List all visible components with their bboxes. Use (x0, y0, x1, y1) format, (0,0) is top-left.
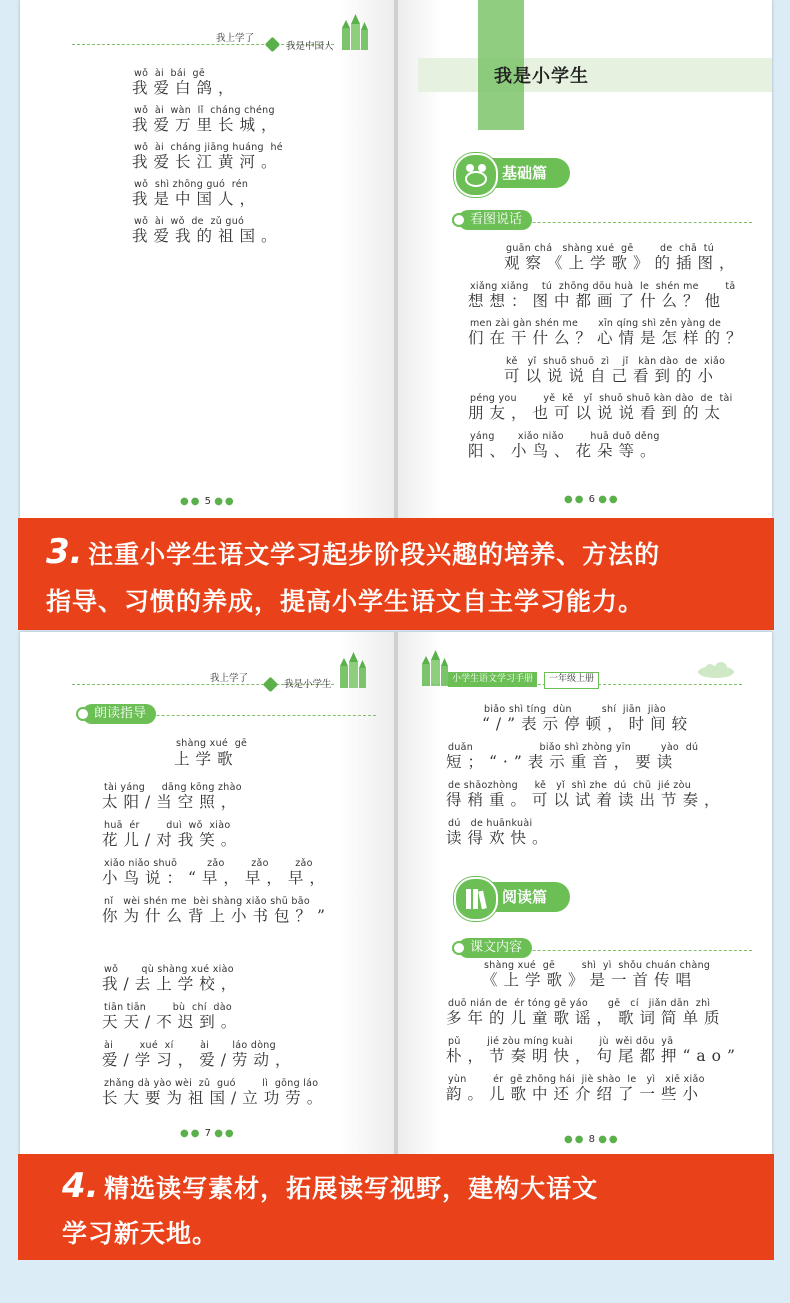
book-spread-top (20, 0, 772, 518)
pinyin-line: tiān tiān bù chí dào (104, 1002, 232, 1013)
pinyin-line: pǔ jié zòu míng kuài jù wěi dōu yā (448, 1036, 674, 1047)
text-line: 太阳/当空照， (102, 793, 243, 811)
pinyin-line: xiǎng xiǎng tú zhōng dōu huà le shén me tā (470, 280, 736, 292)
pinyin-line: wǒ ài cháng jiāng huáng hé (134, 142, 283, 153)
header-label-a: 我上学了 (216, 33, 255, 44)
text-line: 小鸟说：“早，早，早， (102, 869, 331, 887)
cloud-icon (696, 662, 736, 678)
text-line: 短；“·”表示重音，要读 (446, 753, 679, 771)
pinyin-line: nǐ wèi shén me bèi shàng xiǎo shū bāo (104, 896, 310, 907)
text-line: 我爱我的祖国。 (132, 227, 283, 245)
text-line: 我爱白鸽， (132, 79, 240, 97)
pinyin-line: kě yǐ shuō shuō zì jǐ kàn dào de xiǎo (506, 355, 726, 367)
poem-title: 上学歌 (174, 750, 239, 768)
header-book-title: 小学生语文学习手册 (448, 672, 537, 687)
header-label-a: 我上学了 (210, 673, 249, 684)
text-line: 韵。儿歌中还介绍了一些小 (446, 1085, 705, 1103)
header-grade: 一年级上册 (544, 672, 599, 689)
pinyin-line: shàng xué gē shì yì shǒu chuán chàng (484, 960, 711, 971)
page-number: ●● 8 ●● (564, 1134, 620, 1145)
page-number-value: 5 (204, 496, 212, 507)
text-line: 我是中国人， (132, 190, 262, 208)
page-number: ●● 7 ●● (180, 1128, 236, 1139)
banner-line-2: 学习新天地。 (62, 1219, 219, 1248)
text-line: 朴，节奏明快，句尾都押“ao” (446, 1047, 741, 1065)
pinyin-line: biǎo shì tíng dùn shí jiān jiào (484, 704, 666, 715)
page-number-value: 6 (588, 494, 596, 505)
poem-title-pinyin: shàng xué gē (176, 738, 248, 749)
book-fold (394, 632, 398, 1154)
pinyin-line: péng you yě kě yǐ shuō shuō kàn dào de tài (470, 393, 733, 404)
text-line: 可以说说自己看到的小 (504, 366, 720, 385)
tag-text-content: 课文内容 (458, 938, 532, 958)
castle-icon (420, 650, 450, 686)
text-line: 《上学歌》是一首传唱 (482, 971, 698, 989)
pinyin-line: wǒ qù shàng xué xiào (104, 964, 234, 975)
pinyin-line: yùn ér gē zhōng hái jiè shào le yì xiē xiǎo (448, 1074, 705, 1085)
books-icon (454, 877, 498, 921)
pinyin-line: xiǎo niǎo shuō zǎo zǎo zǎo (104, 858, 313, 869)
feature-banner-3 (18, 518, 774, 630)
text-line: 读得欢快。 (446, 829, 554, 847)
pinyin-line: wǒ ài bái gē (134, 68, 206, 79)
pinyin-line: yáng xiǎo niǎo huā duǒ děng (470, 430, 660, 442)
pinyin-line: duǎn biǎo shì zhòng yīn yào dú (448, 742, 699, 753)
text-line: 观察《上学歌》的插图， (504, 254, 741, 272)
section-reading (458, 882, 570, 912)
page-number: ●● 5 ●● (180, 496, 236, 507)
section-label: 基础篇 (502, 164, 548, 182)
text-line: 多年的儿童歌谣，歌词简单质 (446, 1009, 726, 1027)
pinyin-line: de shāozhòng kě yǐ shì zhe dú chū jié zòu (448, 780, 692, 791)
page-5 (20, 0, 396, 518)
banner-number: 4. (62, 1166, 99, 1206)
text-line: 阳、小鸟、花朵等。 (468, 441, 662, 460)
frog-icon (454, 153, 498, 197)
pinyin-line: guān chá shàng xué gē de chā tú (506, 243, 715, 254)
book-spread-bottom (20, 632, 772, 1154)
header-label-b: 我是小学生 (284, 679, 332, 690)
text-line: 你为什么背上小书包？” (102, 907, 331, 925)
page-title: 我是小学生 (494, 66, 589, 87)
pinyin-line: duō nián de ér tóng gē yáo gē cí jiǎn dān zhì (448, 998, 711, 1009)
pinyin-line: wǒ ài wǒ de zǔ guó (134, 216, 245, 227)
banner-number: 3. (46, 532, 83, 572)
text-line: 爱/学习，爱/劳动， (102, 1051, 297, 1069)
section-basic (458, 158, 570, 188)
pinyin-line: dú de huānkuài (448, 818, 533, 829)
title-bar (418, 58, 772, 92)
pinyin-line: huā ér duì wǒ xiào (104, 820, 231, 831)
text-line: 天天/不迟到。 (102, 1013, 243, 1031)
tag-reading-guide: 朗读指导 (82, 704, 156, 724)
tag-look-and-talk: 看图说话 (458, 210, 532, 230)
pinyin-line: zhǎng dà yào wèi zǔ guó lì gōng láo (104, 1078, 319, 1089)
text-line: 得稍重。可以试着读出节奏， (446, 791, 726, 809)
text-line: 我/去上学校， (102, 975, 243, 993)
castle-icon (340, 14, 370, 50)
castle-icon (338, 652, 368, 688)
pinyin-line: wǒ ài wàn lǐ cháng chéng (134, 105, 275, 116)
text-line: 我爱长江黄河。 (132, 153, 283, 171)
text-line: 我爱万里长城， (132, 116, 283, 134)
header-hex-icon (265, 37, 281, 53)
banner-line-1: 精选读写素材，拓展读写视野，建构大语文 (104, 1174, 599, 1203)
text-line: 花儿/对我笑。 (102, 831, 243, 849)
page-7 (20, 632, 396, 1154)
pinyin-line: wǒ shì zhōng guó rén (134, 179, 249, 190)
pinyin-line: men zài gàn shén me xīn qíng shì zěn yàng de (470, 318, 722, 329)
page-8 (396, 632, 772, 1154)
section-label: 阅读篇 (502, 888, 548, 906)
text-line: 长大要为祖国/立功劳。 (102, 1089, 329, 1107)
feature-banner-4 (18, 1154, 774, 1260)
banner-line-2: 指导、习惯的养成，提高小学生语文自主学习能力。 (46, 587, 645, 616)
page-number: ●● 6 ●● (564, 494, 620, 505)
banner-line-1: 注重小学生语文学习起步阶段兴趣的培养、方法的 (88, 540, 661, 569)
text-line: 想想：图中都画了什么？他 (468, 291, 727, 310)
text-line: 们在干什么？心情是怎样的？ (468, 329, 748, 347)
pinyin-line: tài yáng dāng kōng zhào (104, 782, 242, 793)
text-line: “/”表示停顿，时间较 (482, 715, 694, 733)
header-hex-icon (263, 677, 279, 693)
page-6 (396, 0, 772, 518)
text-line: 朋友，也可以说说看到的太 (468, 404, 727, 422)
page-number-value: 8 (588, 1134, 596, 1145)
page-number-value: 7 (204, 1128, 212, 1139)
pinyin-line: ài xué xí ài láo dòng (104, 1040, 276, 1051)
book-fold (394, 0, 398, 518)
header-label-b: 我是中国人 (286, 41, 334, 52)
